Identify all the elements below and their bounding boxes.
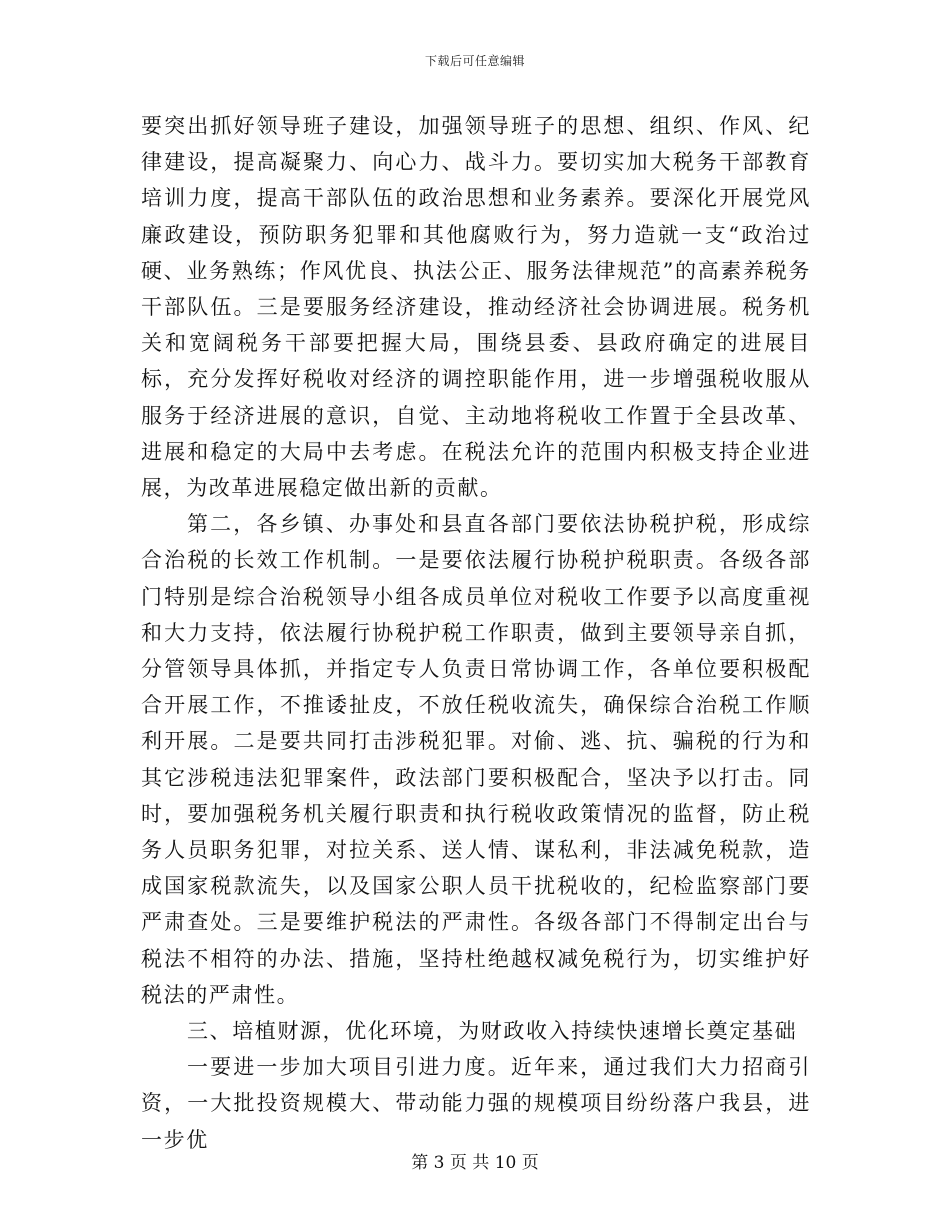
document-body xyxy=(141,108,811,1158)
page-number: 第 3 页 共 10 页 xyxy=(411,1153,539,1173)
paragraph-leadership: 要突出抓好领导班子建设，加强领导班子的思想、组织、作风、纪律建设，提高凝聚力、向心力、战斗力。要切实加大税务干部教育培训力度，提高干部队伍的政治思想和业务素养。要深化开展党风廉政建设，预防职务犯罪和其他腐败行为，努力造就一支“政治过硬、业务熟练；作风优良、执法公正、服务法律规范”的高素养税务干部队伍。三是要服务经济建设，推动经济社会协调进展。税务机关和宽阔税务干部要把握大局，围绕县委、县政府确定的进展目标，充分发挥好税收对经济的调控职能作用，进一步增强税收服从服务于经济进展的意识，自觉、主动地将税收工作置于全县改革、进展和稳定的大局中去考虑。在税法允许的范围内积极支持企业进展，为改革进展稳定做出新的贡献。 xyxy=(141,114,811,501)
page-header-note: 下载后可任意编辑 xyxy=(424,54,525,68)
section-heading-revenue: 三、培植财源，优化环境，为财政收入持续快速增长奠定基础 xyxy=(187,1019,798,1044)
paragraph-tax-collaboration: 第二，各乡镇、办事处和县直各部门要依法协税护税，形成综合治税的长效工作机制。一是要依法履行协税护税职责。各级各部门特别是综合治税领导小组各成员单位对税收工作要予以高度重视和大力支持，依法履行协税护税工作职责，做到主要领导亲自抓，分管领导具体抓，并指定专人负责日常协调工作，各单位要积极配合开展工作，不推诿扯皮，不放任税收流失，确保综合治税工作顺利开展。二是要共同打击涉税犯罪。对偷、逃、抗、骗税的行为和其它涉税违法犯罪案件，政法部门要积极配合，坚决予以打击。同时，要加强税务机关履行职责和执行税收政策情况的监督，防止税务人员职务犯罪，对拉关系、送人情、谋私利，非法减免税款，造成国家税款流失，以及国家公职人员干扰税收的，纪检监察部门要严肃查处。三是要维护税法的严肃性。各级各部门不得制定出台与税法不相符的办法、措施，坚持杜绝越权减免税行为，切实维护好税法的严肃性。 xyxy=(141,512,811,1007)
paragraph-project-introduction: 一要进一步加大项目引进力度。近年来，通过我们大力招商引资，一大批投资规模大、带动能力强的规模项目纷纷落户我县，进一步优 xyxy=(141,1055,811,1152)
